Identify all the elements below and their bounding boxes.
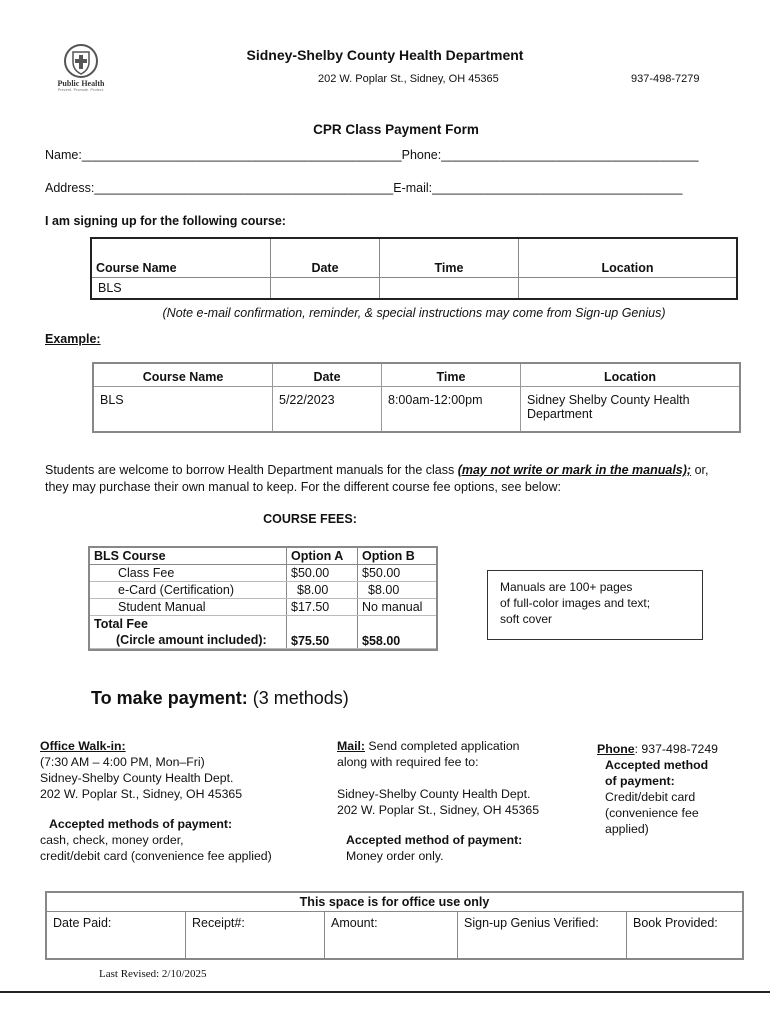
fees-row-option-a: $17.50 [287, 599, 358, 616]
office-methods-line: cash, check, money order, [40, 833, 184, 847]
fees-row-option-b: No manual [358, 599, 437, 616]
org-phone: 937-498-7279 [631, 73, 700, 85]
example-cell-location: Sidney Shelby County Health Department [527, 393, 690, 421]
mail-heading: Mail: [337, 739, 366, 753]
mail-methods-label: Accepted method of payment: [346, 833, 523, 847]
logo-text: Public Health [57, 79, 105, 88]
office-methods-line: credit/debit card (convenience fee applied) [40, 849, 272, 863]
manuals-info-line: Manuals are 100+ pages [500, 580, 633, 594]
fees-row-option-a: $50.00 [287, 565, 358, 582]
example-header-time: Time [382, 364, 521, 387]
footer-divider [0, 991, 770, 993]
phone-method-line: (convenience fee [605, 806, 699, 820]
office-field-book-provided[interactable]: Book Provided: [633, 916, 718, 930]
example-label: Example: [45, 332, 101, 346]
mail-text-2: along with required fee to: [337, 755, 479, 769]
office-hours: (7:30 AM – 4:00 PM, Mon–Fri) [40, 755, 205, 769]
org-name: Sidney-Shelby County Health Department [246, 47, 524, 63]
fees-total-instruction: (Circle amount included): [116, 633, 267, 647]
payment-title-methods: (3 methods) [247, 688, 349, 708]
mail-name: Sidney-Shelby County Health Dept. [337, 787, 531, 801]
fees-table [88, 546, 438, 651]
phone-methods-label: Accepted method [605, 758, 709, 772]
example-cell-time: 8:00am-12:00pm [382, 387, 521, 432]
phone-heading: Phone [597, 742, 635, 756]
payment-title [91, 688, 349, 709]
course-cell-date[interactable] [271, 278, 380, 299]
manuals-info-box [487, 570, 703, 640]
office-address: 202 W. Poplar St., Sidney, OH 45365 [40, 787, 243, 801]
org-address: 202 W. Poplar St., Sidney, OH 45365 [318, 73, 499, 85]
fees-total-title: Total Fee [94, 617, 148, 631]
paragraph-text-2: or, they may purchase their own manual to keep. For the different course fee options, see below: [45, 463, 709, 494]
mail-address: 202 W. Poplar St., Sidney, OH 45365 [337, 803, 540, 817]
example-header-name: Course Name [94, 364, 273, 387]
fees-total-option-a[interactable]: $75.50 [287, 616, 358, 649]
fees-total-option-b[interactable]: $58.00 [358, 616, 437, 649]
manuals-paragraph [45, 462, 735, 496]
fees-row-option-b: $50.00 [358, 565, 437, 582]
phone-number: : 937-498-7249 [634, 742, 718, 756]
course-header-location: Location [519, 239, 737, 278]
address-email-field[interactable]: Address:___________________________________________E-mail:____________________________________ [45, 181, 683, 195]
course-header-name: Course Name [92, 239, 271, 278]
fees-row-option-b: $8.00 [358, 582, 437, 599]
fees-row-label: e-Card (Certification) [90, 582, 287, 599]
mail-text: Send completed application [365, 739, 520, 753]
example-cell-name: BLS [94, 387, 273, 432]
mail-section [337, 738, 587, 864]
course-cell-name: BLS [92, 278, 271, 299]
phone-method-line: applied) [605, 822, 649, 836]
payment-title-bold: To make payment: [91, 688, 248, 708]
course-cell-location[interactable] [519, 278, 737, 299]
fees-row-label: Class Fee [90, 565, 287, 582]
office-use-title: This space is for office use only [47, 893, 742, 912]
office-use-table [45, 891, 744, 960]
course-table [90, 237, 738, 300]
office-methods-label: Accepted methods of payment: [49, 817, 233, 831]
office-field-receipt[interactable]: Receipt#: [186, 912, 325, 959]
office-name: Sidney-Shelby County Health Dept. [40, 771, 234, 785]
paragraph-emphasis: (may not write or mark in the manuals); [457, 463, 692, 477]
fees-row-label: Student Manual [90, 599, 287, 616]
example-header-date: Date [273, 364, 382, 387]
last-revised: Last Revised: 2/10/2025 [99, 968, 207, 980]
course-header-date: Date [271, 239, 380, 278]
fees-total-label [90, 616, 287, 649]
confirmation-note: (Note e-mail confirmation, reminder, & special instructions may come from Sign-up Genius) [162, 306, 666, 320]
manuals-info-line: soft cover [500, 612, 553, 626]
office-walkin-section [40, 738, 330, 864]
name-phone-field[interactable]: Name:______________________________________________Phone:_____________________________________ [45, 148, 699, 162]
fees-title: COURSE FEES: [263, 512, 357, 526]
example-header-location: Location [521, 364, 740, 387]
office-field-date-paid[interactable]: Date Paid: [47, 912, 186, 959]
fees-header-course: BLS Course [90, 548, 287, 565]
example-cell-date: 5/22/2023 [273, 387, 382, 432]
logo-tagline: Prevent. Promote. Protect. [57, 88, 105, 92]
office-field-amount[interactable]: Amount: [325, 912, 458, 959]
manuals-info-line: of full-color images and text; [500, 596, 651, 610]
course-cell-time[interactable] [380, 278, 519, 299]
form-title: CPR Class Payment Form [313, 122, 479, 137]
fees-row-option-a: $8.00 [287, 582, 358, 599]
mail-methods: Money order only. [346, 849, 444, 863]
paragraph-text-1: Students are welcome to borrow Health Department manuals for the class [45, 463, 458, 477]
phone-methods-label-2: of payment: [605, 774, 675, 788]
example-table [92, 362, 741, 433]
course-header-time: Time [380, 239, 519, 278]
phone-method-line: Credit/debit card [605, 790, 696, 804]
office-field-signup-verified[interactable]: Sign-up Genius Verified: [458, 912, 627, 959]
phone-section [597, 741, 747, 837]
office-walkin-heading: Office Walk-in: [40, 739, 126, 753]
fees-header-option-a: Option A [287, 548, 358, 565]
fees-header-option-b: Option B [358, 548, 437, 565]
signup-label: I am signing up for the following course: [45, 214, 286, 228]
